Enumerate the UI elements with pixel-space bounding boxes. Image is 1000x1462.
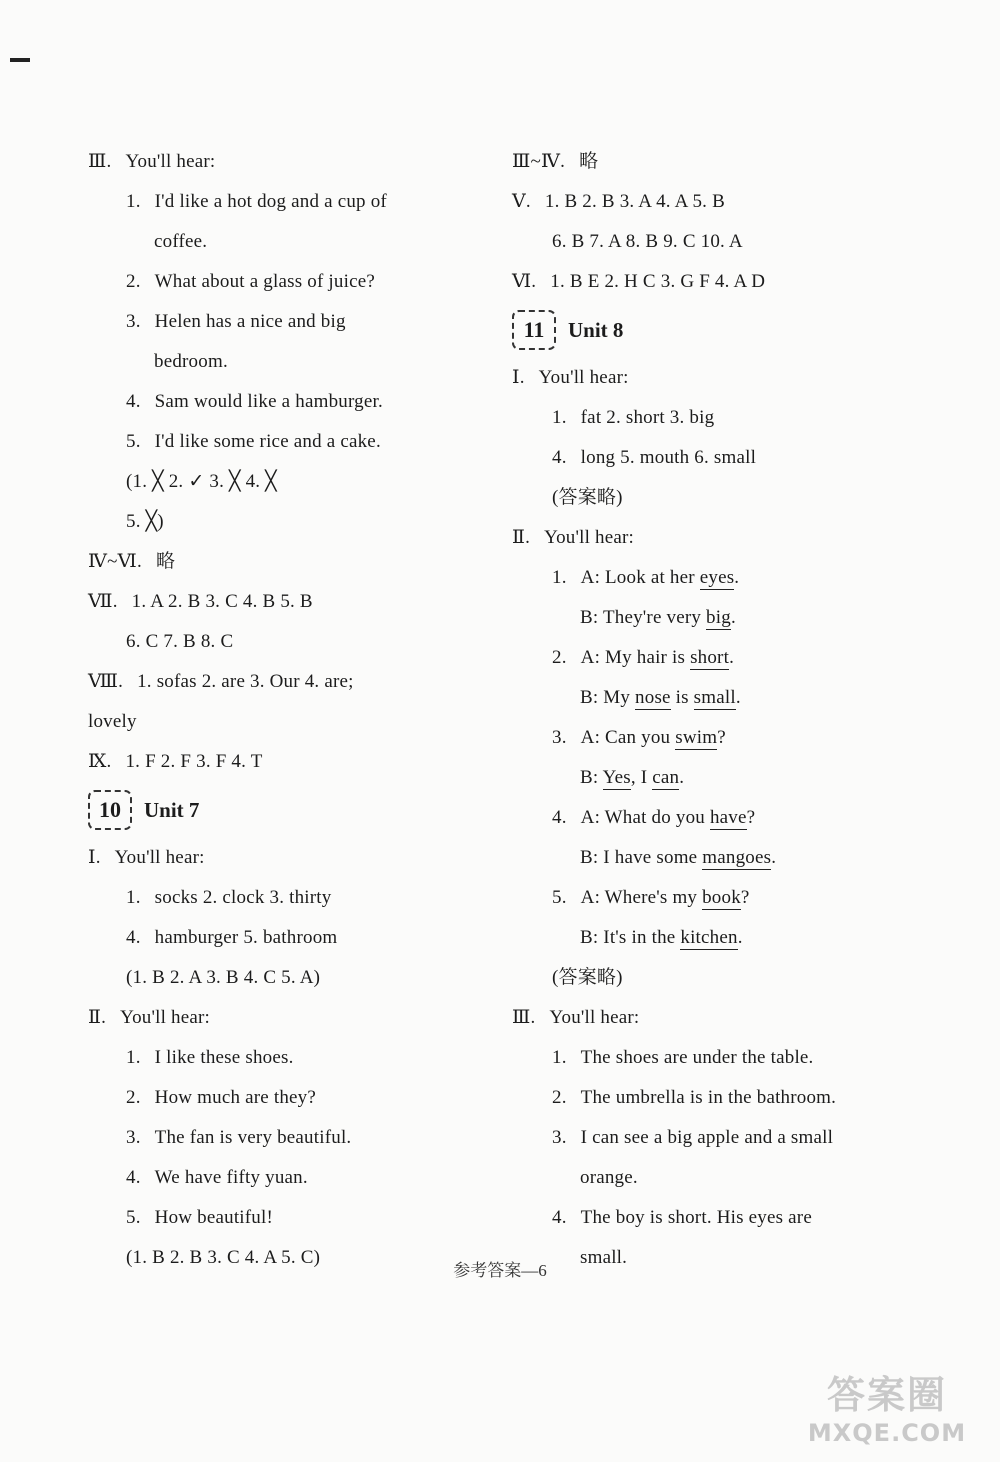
section-line — [88, 838, 488, 878]
unit-title: Unit 7 — [144, 797, 200, 822]
line-text: ? — [746, 807, 756, 828]
item-number: 3. — [126, 311, 141, 332]
item-number: 3. — [552, 1127, 567, 1148]
line-text: I'd like a hot dog and a cup of — [154, 191, 387, 212]
line-text: ? — [740, 887, 750, 908]
unit-title: Unit 8 — [568, 317, 624, 342]
line-text: 1. B 2. B 3. A 4. A 5. B — [544, 191, 725, 212]
unit-heading — [88, 782, 488, 838]
item-number: 2. — [552, 647, 567, 668]
line-text: You'll hear: — [114, 847, 205, 868]
line-text: long 5. mouth 6. small — [580, 447, 757, 468]
item-number: 3. — [126, 1127, 141, 1148]
item-number: 4. — [126, 391, 141, 412]
line-text: You'll hear: — [120, 1007, 211, 1028]
line-text: (1. B 2. B 3. C 4. A 5. C) — [126, 1247, 321, 1268]
line-text: I like these shoes. — [154, 1047, 294, 1068]
line-text: A: Can you — [580, 727, 676, 748]
answer-line — [512, 838, 932, 878]
unit-number-badge: 10 — [88, 790, 132, 830]
line-text: The shoes are under the table. — [580, 1047, 814, 1068]
item-number: Ⅶ. — [88, 591, 118, 612]
line-text: . — [737, 927, 743, 948]
answer-line — [88, 342, 488, 382]
line-text: (答案略) — [552, 487, 623, 508]
line-text: 略 — [579, 151, 599, 172]
section-line — [88, 582, 488, 622]
answer-line — [88, 918, 488, 958]
line-text: You'll hear: — [549, 1007, 640, 1028]
answer-line — [88, 182, 488, 222]
watermark-logo — [792, 1364, 982, 1456]
line-text: A: My hair is — [580, 647, 691, 668]
line-text: (答案略) — [552, 967, 623, 988]
line-text: How much are they? — [154, 1087, 316, 1108]
line-text: B: My — [580, 687, 636, 708]
answer-line — [88, 1038, 488, 1078]
line-text: 1. sofas 2. are 3. Our 4. are; — [137, 671, 354, 692]
section-line — [512, 358, 932, 398]
item-number: Ⅵ. — [512, 271, 537, 292]
item-number: 2. — [126, 1087, 141, 1108]
underlined-answer: kitchen — [680, 927, 738, 948]
answer-line — [88, 1078, 488, 1118]
line-text: ? — [717, 727, 726, 748]
underlined-answer: can — [652, 767, 680, 788]
answer-line — [88, 958, 488, 998]
print-mark — [22, 58, 30, 62]
line-text: B: I have some — [580, 847, 703, 868]
item-number: 1. — [552, 1047, 567, 1068]
item-number: 4. — [552, 447, 567, 468]
item-number: Ⅸ. — [88, 751, 112, 772]
answer-line — [512, 478, 932, 518]
line-text: 1. F 2. F 3. F 4. T — [125, 751, 263, 772]
section-line — [88, 998, 488, 1038]
item-number: 5. — [126, 1207, 141, 1228]
answer-line — [512, 678, 932, 718]
line-text: B: They're very — [580, 607, 707, 628]
line-text: socks 2. clock 3. thirty — [154, 887, 332, 908]
underlined-answer: book — [702, 887, 741, 908]
answer-line — [88, 702, 488, 742]
item-number: 1. — [552, 407, 567, 428]
line-text: 5. ╳) — [126, 511, 164, 532]
line-text: 略 — [155, 551, 176, 572]
answer-line — [88, 262, 488, 302]
answer-line — [88, 1158, 488, 1198]
answer-line — [512, 222, 932, 262]
underlined-answer: short — [690, 647, 730, 668]
section-line — [88, 742, 488, 782]
line-text: hamburger 5. bathroom — [154, 927, 338, 948]
item-number: 1. — [552, 567, 567, 588]
item-number: 2. — [126, 271, 141, 292]
underlined-answer: have — [709, 807, 747, 828]
item-number: 4. — [552, 1207, 567, 1228]
answer-line — [512, 598, 932, 638]
line-text: bedroom. — [154, 351, 228, 372]
line-text: The fan is very beautiful. — [154, 1127, 352, 1148]
item-number: Ⅲ. — [512, 1007, 536, 1028]
line-text: B: — [580, 767, 603, 788]
item-number: 5. — [552, 887, 567, 908]
answer-line — [512, 638, 932, 678]
item-number: Ⅲ. — [88, 151, 112, 172]
right-column — [512, 142, 932, 1278]
item-number: Ⅳ~Ⅵ. — [88, 551, 142, 572]
line-text: 1. B E 2. H C 3. G F 4. A D — [550, 271, 766, 292]
line-text: Sam would like a hamburger. — [154, 391, 383, 412]
answer-line — [512, 558, 932, 598]
item-number: 1. — [126, 1047, 141, 1068]
line-text: 1. A 2. B 3. C 4. B 5. B — [131, 591, 313, 612]
underlined-answer: eyes — [699, 567, 735, 588]
section-line — [512, 142, 932, 182]
item-number: Ⅷ. — [88, 671, 124, 692]
line-text: You'll hear: — [125, 151, 216, 172]
section-line — [512, 518, 932, 558]
answer-line — [88, 222, 488, 262]
line-text: . — [735, 687, 741, 708]
item-number: 1. — [126, 191, 141, 212]
line-text: A: Where's my — [580, 887, 703, 908]
line-text: I can see a big apple and a small — [580, 1127, 834, 1148]
answer-line — [512, 1118, 932, 1158]
section-line — [512, 182, 932, 222]
answer-line — [512, 958, 932, 998]
item-number: Ⅰ. — [88, 847, 101, 868]
item-number: Ⅴ. — [512, 191, 531, 212]
line-text: 6. B 7. A 8. B 9. C 10. A — [552, 231, 743, 252]
line-text: . — [771, 847, 777, 868]
line-text: A: What do you — [580, 807, 710, 828]
section-line — [512, 262, 932, 302]
left-column — [88, 142, 488, 1278]
line-text: orange. — [580, 1167, 638, 1188]
item-number: 4. — [126, 1167, 141, 1188]
answer-line — [512, 1158, 932, 1198]
item-number: Ⅰ. — [512, 367, 525, 388]
line-text: fat 2. short 3. big — [580, 407, 715, 428]
answer-line — [512, 918, 932, 958]
line-text: is — [670, 687, 694, 708]
line-text: We have fifty yuan. — [154, 1167, 308, 1188]
item-number: 5. — [126, 431, 141, 452]
underlined-answer: mangoes — [702, 847, 772, 868]
line-text: How beautiful! — [154, 1207, 274, 1228]
answer-line — [88, 302, 488, 342]
line-text: You'll hear: — [538, 367, 629, 388]
item-number: 4. — [126, 927, 141, 948]
answer-line — [88, 622, 488, 662]
section-line — [88, 662, 488, 702]
answer-line — [512, 1078, 932, 1118]
answer-line — [88, 878, 488, 918]
answer-line — [88, 502, 488, 542]
page-footer: 参考答案—6 — [453, 1261, 547, 1280]
line-text: . — [729, 647, 735, 668]
line-text: A: Look at her — [580, 567, 700, 588]
answer-line — [88, 1118, 488, 1158]
line-text: You'll hear: — [544, 527, 635, 548]
watermark-text: 答案圈 — [826, 1373, 947, 1417]
item-number: 2. — [552, 1087, 567, 1108]
underlined-answer: big — [706, 607, 731, 628]
line-text: 6. C 7. B 8. C — [126, 631, 234, 652]
answer-line — [512, 718, 932, 758]
answer-line — [88, 422, 488, 462]
line-text: What about a glass of juice? — [154, 271, 375, 292]
answer-line — [512, 878, 932, 918]
line-text: (1. B 2. A 3. B 4. C 5. A) — [126, 967, 321, 988]
answer-line — [88, 382, 488, 422]
answer-line — [88, 1198, 488, 1238]
underlined-answer: small — [693, 687, 736, 708]
line-text: . — [679, 767, 685, 788]
line-text: B: It's in the — [580, 927, 681, 948]
line-text: , I — [630, 767, 653, 788]
underlined-answer: nose — [635, 687, 671, 708]
item-number: Ⅱ. — [88, 1007, 107, 1028]
section-line — [512, 998, 932, 1038]
item-number: 1. — [126, 887, 141, 908]
answer-line — [512, 1198, 932, 1238]
unit-heading — [512, 302, 932, 358]
underlined-answer: Yes — [602, 767, 631, 788]
section-line — [88, 542, 488, 582]
item-number: Ⅲ~Ⅳ. — [512, 151, 566, 172]
line-text: . — [730, 607, 736, 628]
section-line — [88, 142, 488, 182]
line-text: (1. ╳ 2. ✓ 3. ╳ 4. ╳ — [126, 471, 277, 492]
line-text: The boy is short. His eyes are — [580, 1207, 812, 1228]
underlined-answer: swim — [675, 727, 718, 748]
answer-line — [88, 462, 488, 502]
line-text: I'd like some rice and a cake. — [154, 431, 381, 452]
print-mark — [10, 58, 22, 62]
answer-line — [512, 798, 932, 838]
item-number: 3. — [552, 727, 567, 748]
line-text: . — [734, 567, 740, 588]
watermark-url: MXQE.COM — [807, 1419, 967, 1447]
line-text: The umbrella is in the bathroom. — [580, 1087, 837, 1108]
line-text: Helen has a nice and big — [154, 311, 346, 332]
unit-number-badge: 11 — [512, 310, 556, 350]
answer-line — [512, 398, 932, 438]
line-text: lovely — [88, 711, 137, 732]
line-text: coffee. — [154, 231, 208, 252]
answer-line — [512, 438, 932, 478]
answer-line — [512, 758, 932, 798]
line-text: small. — [580, 1247, 628, 1268]
answer-line — [512, 1038, 932, 1078]
item-number: 4. — [552, 807, 567, 828]
item-number: Ⅱ. — [512, 527, 531, 548]
